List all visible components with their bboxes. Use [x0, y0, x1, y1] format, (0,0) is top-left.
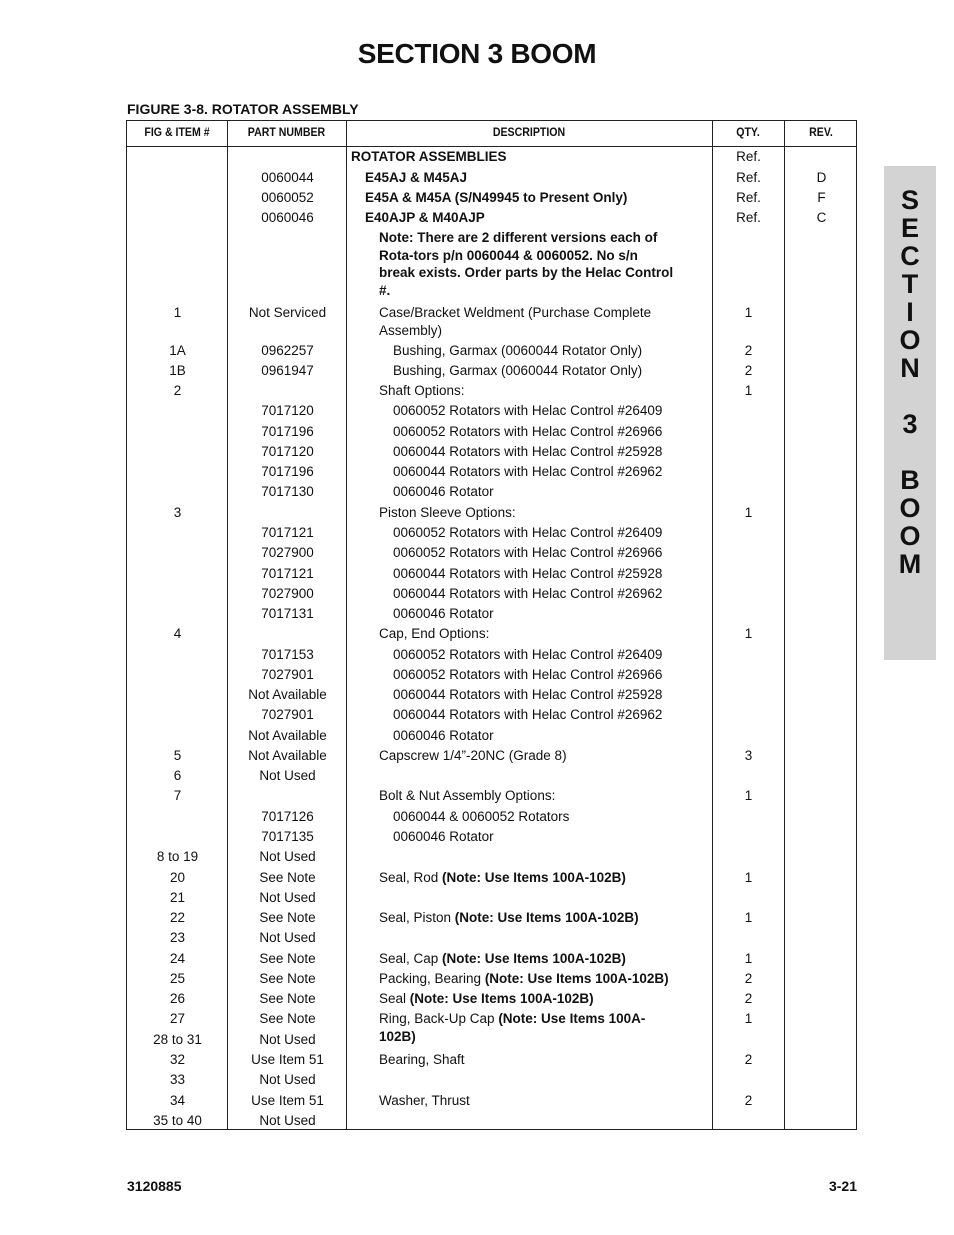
description-text: 0060044 & 0060052 Rotators	[393, 809, 570, 824]
page-number: 3-21	[828, 1178, 857, 1194]
description-text: 0060052 Rotators with Helac Control #26966	[393, 667, 663, 682]
item-number: 20	[169, 870, 186, 885]
description-text: 0060046 Rotator	[393, 484, 494, 499]
description	[347, 483, 663, 501]
part-number: 0060052	[261, 190, 314, 205]
part-number: See Note	[259, 951, 316, 966]
header-rev: REV.	[809, 127, 833, 139]
item-number: 1	[173, 305, 182, 320]
side-tab-letter: O	[899, 493, 921, 523]
description-text: 0060044 Rotators with Helac Control #26962	[393, 464, 663, 479]
part-number: See Note	[259, 971, 316, 986]
description-text: 0060044 Rotators with Helac Control #26962	[393, 586, 663, 601]
item-number: 34	[169, 1093, 186, 1108]
description-text: Bushing, Garmax (0060044 Rotator Only)	[393, 343, 643, 358]
description-text: Seal	[379, 991, 410, 1006]
description	[347, 148, 705, 166]
description-text: 0060052 Rotators with Helac Control #26409	[393, 647, 663, 662]
description	[347, 209, 691, 227]
description	[347, 787, 677, 805]
header-divider	[127, 146, 856, 147]
description-text: 0060046 Rotator	[393, 606, 494, 621]
side-tab-letter: C	[900, 241, 920, 271]
quantity: 2	[744, 363, 753, 378]
description	[347, 808, 663, 826]
part-number: 7017121	[261, 566, 314, 581]
description	[347, 382, 677, 400]
side-tab-letter: S	[900, 185, 919, 215]
description	[347, 727, 663, 745]
description-text: Bearing, Shaft	[379, 1052, 465, 1067]
description	[347, 423, 663, 441]
description-text: E40AJP & M40AJP	[365, 210, 485, 225]
part-number: Not Used	[259, 1072, 316, 1087]
part-number: 7027900	[261, 545, 314, 560]
item-number: 21	[169, 890, 186, 905]
description-text: 0060044 Rotators with Helac Control #25928	[393, 444, 663, 459]
item-number: 24	[169, 951, 186, 966]
description-text: Packing, Bearing	[379, 971, 485, 986]
part-number: 7017130	[261, 484, 314, 499]
item-number: 26	[169, 991, 186, 1006]
item-number: 8 to 19	[156, 849, 199, 864]
description	[347, 189, 691, 207]
description-text: Ring, Back-Up Cap	[379, 1011, 499, 1026]
item-number: 27	[169, 1011, 186, 1026]
item-number: 3	[173, 505, 182, 520]
part-number: 7017135	[261, 829, 314, 844]
description	[347, 169, 691, 187]
description-text: E45A & M45A (S/N49945 to Present Only)	[365, 190, 628, 205]
description	[347, 443, 663, 461]
part-number: 0060046	[261, 210, 314, 225]
part-number: See Note	[259, 991, 316, 1006]
part-number: 7027900	[261, 586, 314, 601]
side-tab-letter: T	[901, 269, 919, 299]
description-text: Seal, Piston	[379, 910, 455, 925]
section-side-tab	[884, 166, 936, 660]
item-number: 1A	[169, 343, 186, 358]
description	[347, 1051, 677, 1069]
description-note: (Note: Use Items 100A-102B)	[484, 971, 669, 986]
part-number: Not Available	[248, 748, 327, 763]
description-text: Seal, Cap	[379, 951, 443, 966]
side-tab-letter: M	[898, 549, 922, 579]
part-number: 7017120	[261, 403, 314, 418]
description-note: (Note: Use Items 100A-102B)	[442, 951, 626, 966]
header-qty: QTY.	[736, 127, 760, 139]
part-number: See Note	[259, 870, 316, 885]
item-number: 7	[173, 788, 182, 803]
quantity: Ref.	[736, 170, 761, 185]
part-number: 0962257	[261, 343, 314, 358]
part-number: Not Used	[259, 1113, 316, 1128]
column-divider	[784, 121, 785, 1129]
description-note: (Note: Use Items 100A-102B)	[454, 910, 639, 925]
item-number: 32	[169, 1052, 186, 1067]
part-number: 7017126	[261, 809, 314, 824]
description-text: 0060044 Rotators with Helac Control #26962	[393, 707, 663, 722]
description	[347, 304, 677, 339]
quantity: Ref.	[736, 210, 761, 225]
description	[347, 646, 663, 664]
quantity: 1	[744, 788, 753, 803]
part-number: See Note	[259, 910, 316, 925]
description-text: Bushing, Garmax (0060044 Rotator Only)	[393, 363, 643, 378]
item-number: 6	[173, 768, 182, 783]
description-text: E45AJ & M45AJ	[365, 170, 468, 185]
description	[347, 706, 663, 724]
side-tab-letter: B	[900, 465, 920, 495]
description-text: Seal, Rod	[379, 870, 443, 885]
description-text: Bolt & Nut Assembly Options:	[379, 788, 556, 803]
item-number: 1B	[169, 363, 186, 378]
part-number: Use Item 51	[251, 1052, 324, 1067]
quantity: 2	[744, 1052, 753, 1067]
part-number: 0961947	[261, 363, 314, 378]
quantity: 1	[744, 951, 753, 966]
description	[347, 1010, 677, 1045]
description	[347, 1092, 677, 1110]
description-text: 0060052 Rotators with Helac Control #26966	[393, 424, 663, 439]
description-text: Case/Bracket Weldment (Purchase Complete Assembly)	[379, 305, 652, 338]
part-number: 7017120	[261, 444, 314, 459]
item-number: 25	[169, 971, 186, 986]
quantity: 1	[744, 505, 753, 520]
part-number: Use Item 51	[251, 1093, 324, 1108]
description	[347, 950, 677, 968]
quantity: 3	[744, 748, 753, 763]
description-text: Capscrew 1/4”-20NC (Grade 8)	[379, 748, 567, 763]
description	[347, 625, 677, 643]
quantity: 1	[744, 870, 753, 885]
revision: C	[816, 210, 827, 225]
part-number: See Note	[259, 1011, 316, 1026]
side-tab-letter: O	[899, 521, 921, 551]
part-number: 7027901	[261, 667, 314, 682]
part-number: Not Used	[259, 890, 316, 905]
description-text: 0060052 Rotators with Helac Control #26409	[393, 525, 663, 540]
header-part-number: PART NUMBER	[247, 127, 326, 139]
part-number: 7017121	[261, 525, 314, 540]
description-text: 0060046 Rotator	[393, 829, 494, 844]
figure-title: FIGURE 3-8. ROTATOR ASSEMBLY	[127, 101, 359, 117]
revision: D	[816, 170, 827, 185]
description-text: Shaft Options:	[379, 383, 465, 398]
part-number: Not Used	[259, 849, 316, 864]
quantity: 1	[744, 305, 753, 320]
item-number: 5	[173, 748, 182, 763]
description-text: 0060044 Rotators with Helac Control #25928	[393, 566, 663, 581]
description	[347, 504, 677, 522]
part-number: Not Serviced	[248, 305, 327, 320]
quantity: 1	[744, 383, 753, 398]
part-number: Not Used	[259, 930, 316, 945]
side-tab-letter: E	[900, 213, 919, 243]
description	[347, 686, 663, 704]
part-number: 7027901	[261, 707, 314, 722]
item-number: 2	[173, 383, 182, 398]
description	[347, 666, 663, 684]
description	[347, 869, 677, 887]
side-tab-letter: 3	[902, 409, 918, 439]
description-text: ROTATOR ASSEMBLIES	[351, 149, 507, 164]
description-text: 0060044 Rotators with Helac Control #25928	[393, 687, 663, 702]
section-title: SECTION 3 BOOM	[357, 38, 597, 69]
part-number: 7017131	[261, 606, 314, 621]
revision: F	[817, 190, 826, 205]
part-number: Not Available	[248, 728, 327, 743]
item-number: 35 to 40	[153, 1113, 202, 1128]
description-text: Cap, End Options:	[379, 626, 490, 641]
description	[347, 342, 663, 360]
quantity: 2	[744, 991, 753, 1006]
header-description: DESCRIPTION	[492, 127, 566, 139]
description	[347, 524, 663, 542]
quantity: 2	[744, 343, 753, 358]
item-number: 33	[169, 1072, 186, 1087]
quantity: 2	[744, 971, 753, 986]
part-number: 7017196	[261, 464, 314, 479]
quantity: 2	[744, 1093, 753, 1108]
side-tab-letter: I	[906, 297, 914, 327]
description-text: Note: There are 2 different versions each of Rota-tors p/n 0060044 & 0060052. No s/n break exists. Order parts by the Helac Control #.	[379, 230, 674, 298]
part-number: 0060044	[261, 170, 314, 185]
description	[347, 463, 663, 481]
description	[347, 909, 677, 927]
item-number: 22	[169, 910, 186, 925]
description	[347, 747, 677, 765]
description	[347, 990, 677, 1008]
part-number: 7017196	[261, 424, 314, 439]
quantity: 1	[744, 1011, 753, 1026]
item-number: 23	[169, 930, 186, 945]
description-text: 0060052 Rotators with Helac Control #26966	[393, 545, 663, 560]
description	[347, 828, 663, 846]
side-tab-letter: O	[899, 325, 921, 355]
description-note: (Note: Use Items 100A-102B)	[409, 991, 594, 1006]
part-number: Not Used	[259, 1032, 316, 1047]
quantity: 1	[744, 910, 753, 925]
quantity: 1	[744, 626, 753, 641]
quantity: Ref.	[736, 190, 761, 205]
item-number: 28 to 31	[153, 1032, 202, 1047]
part-number: 7017153	[261, 647, 314, 662]
header-fig-item: FIG & ITEM #	[144, 127, 210, 139]
item-number: 4	[173, 626, 182, 641]
part-number: Not Available	[248, 687, 327, 702]
description-text: Piston Sleeve Options:	[379, 505, 516, 520]
description-text: 0060052 Rotators with Helac Control #26409	[393, 403, 663, 418]
description-note: (Note: Use Items 100A-102B)	[379, 1011, 646, 1044]
document-number: 3120885	[127, 1178, 182, 1194]
side-tab-letter: N	[900, 353, 920, 383]
description	[347, 565, 663, 583]
description	[347, 362, 663, 380]
description	[347, 229, 677, 299]
description	[347, 585, 663, 603]
quantity: Ref.	[736, 149, 761, 164]
part-number: Not Used	[259, 768, 316, 783]
description-note: (Note: Use Items 100A-102B)	[442, 870, 626, 885]
description	[347, 970, 677, 988]
description-text: 0060046 Rotator	[393, 728, 494, 743]
description-text: Washer, Thrust	[379, 1093, 470, 1108]
description	[347, 605, 663, 623]
description	[347, 402, 663, 420]
description	[347, 544, 663, 562]
parts-table	[126, 120, 857, 1130]
